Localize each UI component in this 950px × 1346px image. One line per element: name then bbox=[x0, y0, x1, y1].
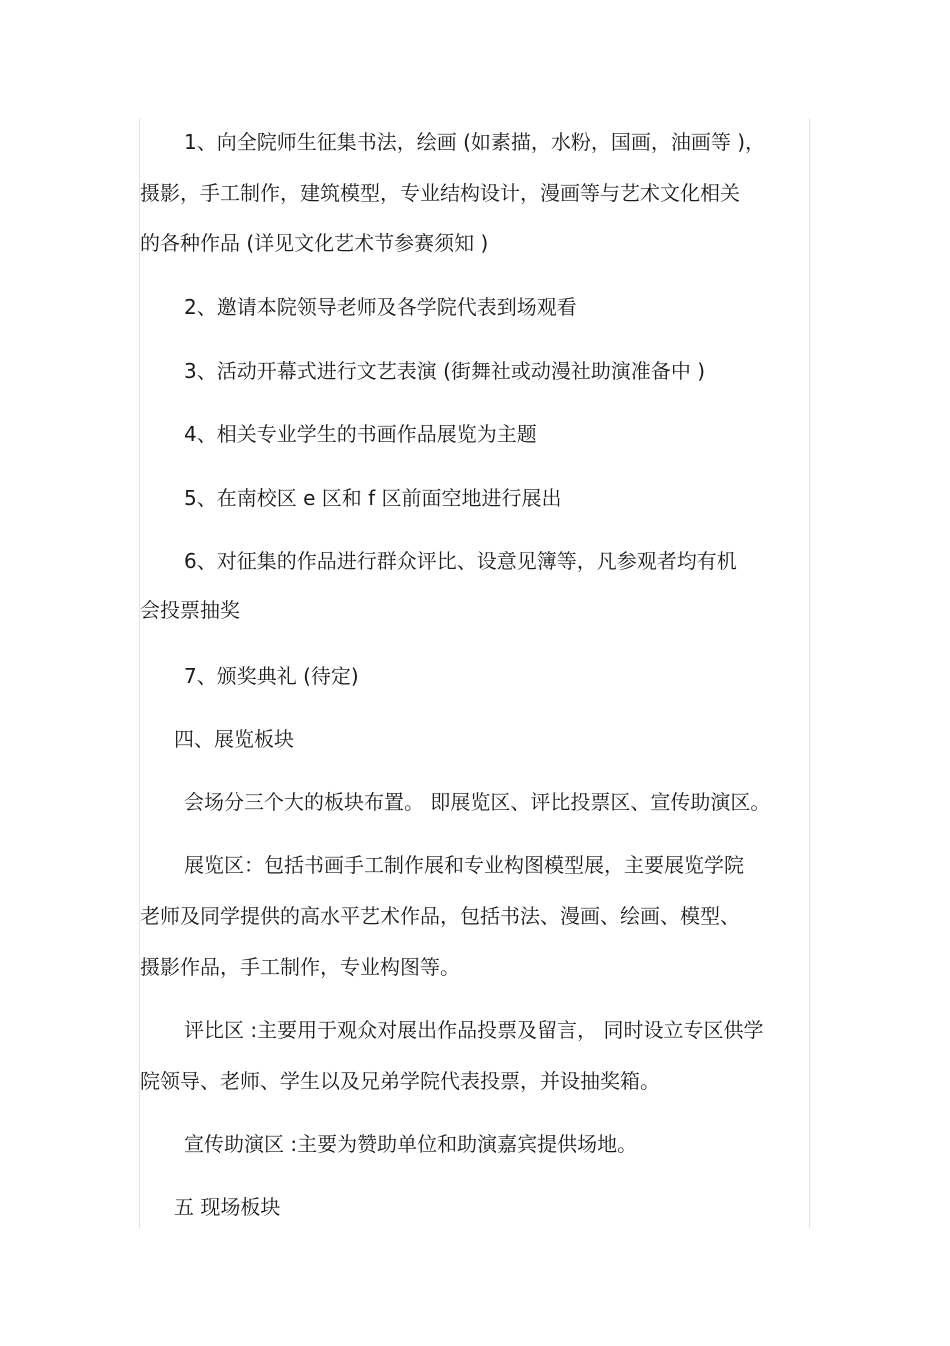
voting-area-line-2: 院领导、老师、学生以及兄弟学院代表投票，并设抽奖箱。 bbox=[140, 1069, 660, 1093]
section-4-heading: 四、展览板块 bbox=[174, 727, 294, 751]
item-6-line-1: 6、对征集的作品进行群众评比、设意见簿等，凡参观者均有机 bbox=[184, 549, 737, 573]
item-3: 3、活动开幕式进行文艺表演 (街舞社或动漫社助演准备中 ) bbox=[184, 359, 706, 383]
item-6-line-2: 会投票抽奖 bbox=[140, 598, 240, 622]
item-7: 7、颁奖典礼 (待定) bbox=[184, 664, 359, 688]
section-5-heading: 五 现场板块 bbox=[174, 1195, 281, 1219]
exhibition-area-line-1: 展览区：包括书画手工制作展和专业构图模型展，主要展览学院 bbox=[184, 853, 744, 877]
promo-area: 宣传助演区 :主要为赞助单位和助演嘉宾提供场地。 bbox=[184, 1132, 638, 1156]
layout-summary: 会场分三个大的板块布置。 即展览区、评比投票区、宣传助演区。 bbox=[184, 790, 771, 814]
exhibition-area-line-2: 老师及同学提供的高水平艺术作品，包括书法、漫画、绘画、模型、 bbox=[140, 904, 740, 928]
exhibition-area-line-3: 摄影作品，手工制作，专业构图等。 bbox=[140, 955, 460, 979]
item-1-line-2: 摄影，手工制作，建筑模型，专业结构设计，漫画等与艺术文化相关 bbox=[140, 181, 740, 205]
item-5: 5、在南校区 e 区和 f 区前面空地进行展出 bbox=[184, 486, 562, 510]
item-1-line-3: 的各种作品 (详见文化艺术节参赛须知 ) bbox=[140, 231, 489, 255]
voting-area-line-1: 评比区 :主要用于观众对展出作品投票及留言， 同时设立专区供学 bbox=[184, 1018, 764, 1042]
item-2: 2、邀请本院领导老师及各学院代表到场观看 bbox=[184, 295, 577, 319]
item-1-line-1: 1、向全院师生征集书法，绘画 (如素描，水粉，国画，油画等 )， bbox=[184, 130, 766, 154]
item-4: 4、相关专业学生的书画作品展览为主题 bbox=[184, 422, 537, 446]
document-page bbox=[140, 0, 810, 1346]
